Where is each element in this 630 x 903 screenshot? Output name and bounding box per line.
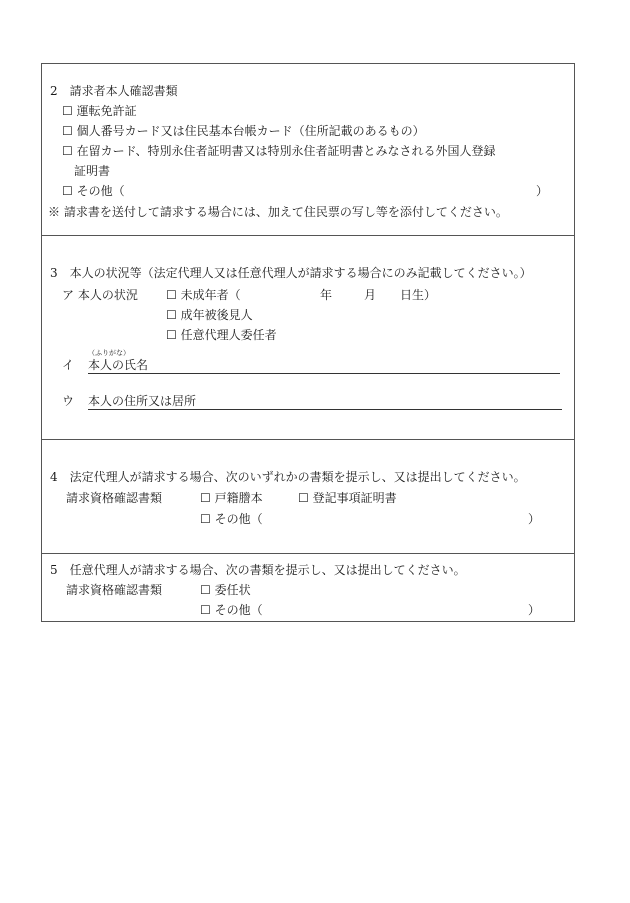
checkbox-family-register[interactable]: ☐ 戸籍謄本 <box>200 491 263 505</box>
qualification-docs-label: 請求資格確認書類 <box>66 491 163 505</box>
section-3-heading: 3 本人の状況等（法定代理人又は任意代理人が請求する場合にのみ記載してください。） <box>50 266 532 280</box>
qualification-docs-label: 請求資格確認書類 <box>66 583 163 597</box>
other-doc-close-paren: ） <box>528 512 541 526</box>
checkbox-my-number-card[interactable]: ☐ 個人番号カード又は住民基本台帳カード（住所記載のあるもの） <box>62 124 425 138</box>
checkbox-adult-ward[interactable]: ☐ 成年被後見人 <box>166 308 253 322</box>
checkbox-other-id[interactable]: ☐ その他（ <box>62 184 125 198</box>
section-3 <box>42 236 574 440</box>
checkbox-principal[interactable]: ☐ 任意代理人委任者 <box>166 328 277 342</box>
other-id-close-paren: ） <box>536 184 549 198</box>
section-5 <box>42 554 574 623</box>
name-label-marker: イ <box>62 358 75 372</box>
address-label-marker: ウ <box>62 394 75 408</box>
birth-day-label: 日生） <box>400 288 437 302</box>
subject-status-label: ア 本人の状況 <box>62 288 138 302</box>
section-4-heading: 4 法定代理人が請求する場合、次のいずれかの書類を提示し、又は提出してください。 <box>50 470 526 484</box>
checkbox-residence-card[interactable]: ☐ 在留カード、特別永住者証明書又は特別永住者証明書とみなされる外国人登録 <box>62 144 496 158</box>
checkbox-minor[interactable]: ☐ 未成年者（ <box>166 288 241 302</box>
subject-name-label: 本人の氏名 <box>88 358 149 372</box>
section-5-heading: 5 任意代理人が請求する場合、次の書類を提示し、又は提出してください。 <box>50 563 466 577</box>
birth-month-label: 月 <box>364 288 377 302</box>
section-4 <box>42 440 574 554</box>
section-2 <box>42 64 574 236</box>
checkbox-power-of-attorney[interactable]: ☐ 委任状 <box>200 583 251 597</box>
section-2-heading: 2 請求者本人確認書類 <box>50 84 178 98</box>
residence-card-continuation: 証明書 <box>74 164 111 178</box>
subject-name-field[interactable] <box>88 373 560 374</box>
request-form <box>41 63 575 622</box>
checkbox-registry-certificate[interactable]: ☐ 登記事項証明書 <box>298 491 397 505</box>
birth-year-label: 年 <box>320 288 333 302</box>
other-doc-close-paren: ） <box>528 603 541 617</box>
furigana-label: （ふりがな） <box>88 349 130 357</box>
checkbox-other-doc[interactable]: ☐ その他（ <box>200 512 263 526</box>
subject-address-field[interactable] <box>88 409 562 410</box>
checkbox-other-doc[interactable]: ☐ その他（ <box>200 603 263 617</box>
subject-address-label: 本人の住所又は居所 <box>88 394 197 408</box>
section-2-note: ※ 請求書を送付して請求する場合には、加えて住民票の写し等を添付してください。 <box>48 205 508 219</box>
checkbox-drivers-license[interactable]: ☐ 運転免許証 <box>62 104 137 118</box>
